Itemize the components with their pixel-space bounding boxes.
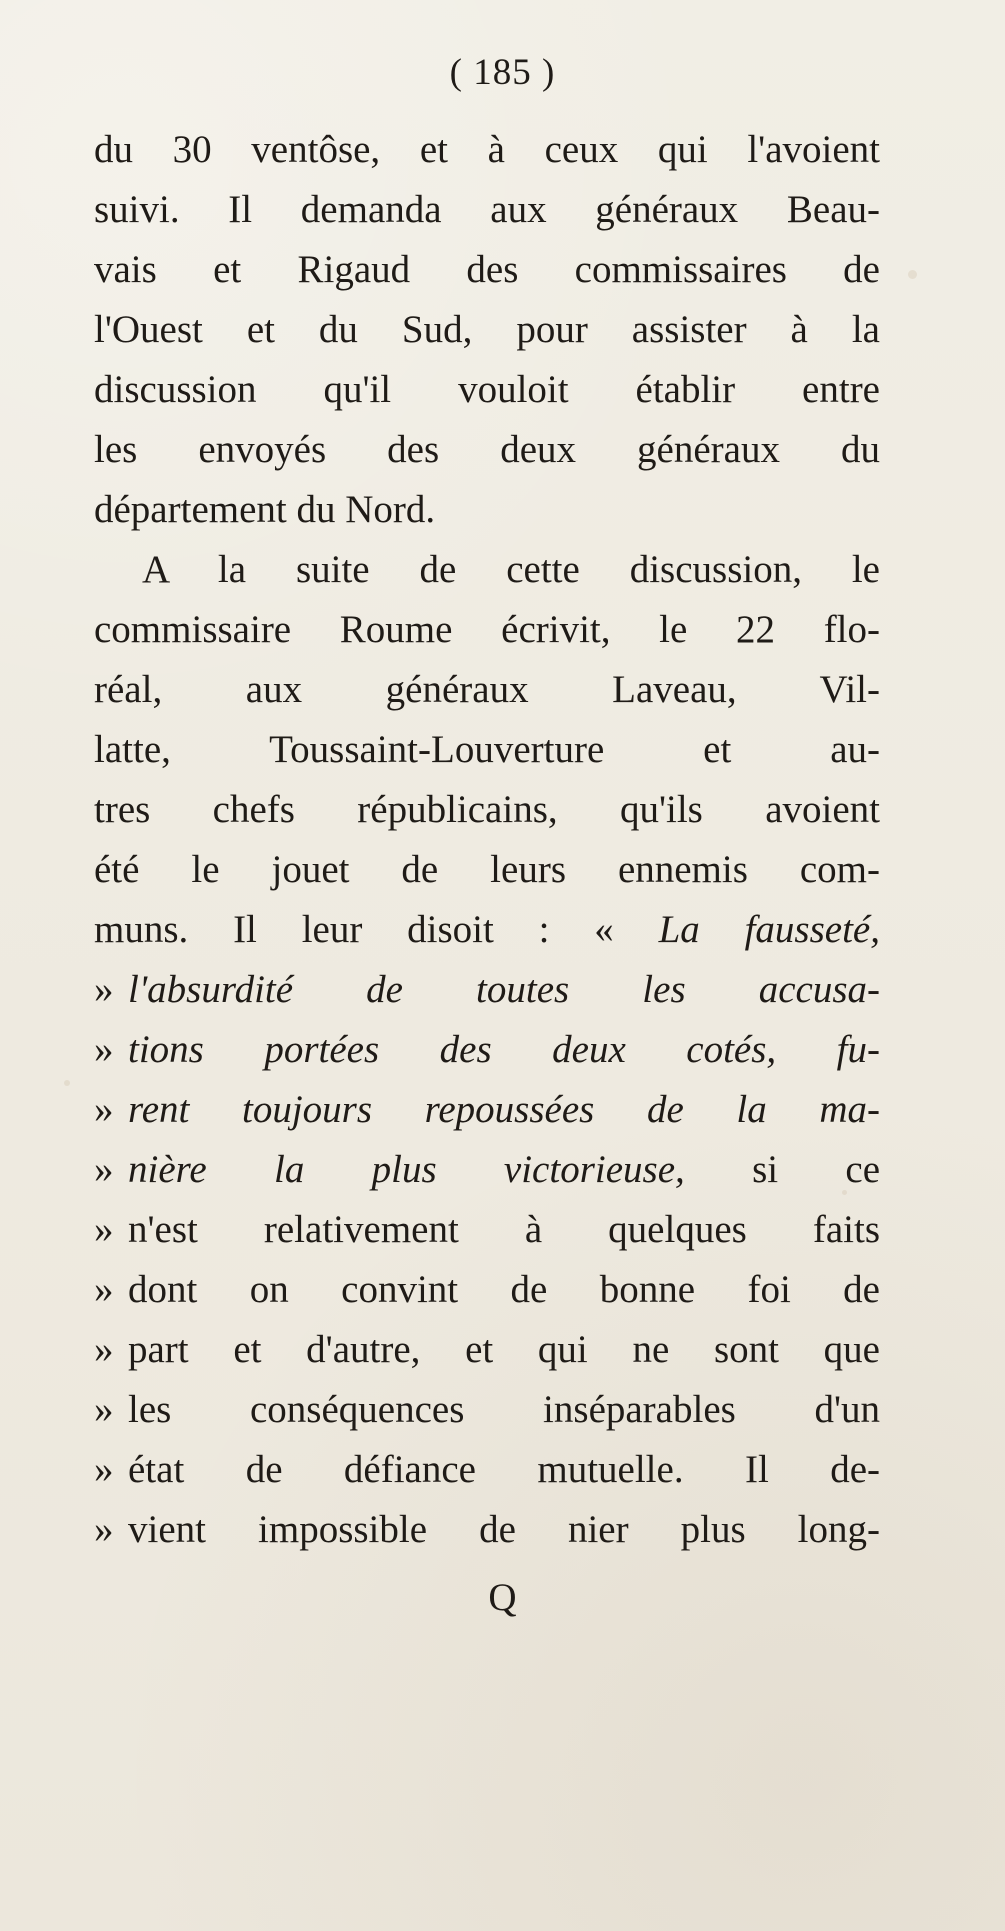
text-line: latte, Toussaint-Louverture et au- [94, 728, 880, 771]
text-line: commissaire Roume écrivit, le 22 flo- [94, 608, 880, 651]
text-line: discussion qu'il vouloit établir entre [94, 368, 880, 411]
text-line: l'Ouest et du Sud, pour assister à la [94, 308, 880, 351]
quote-mark: » [94, 1268, 114, 1311]
quoted-italic-line [94, 960, 880, 1020]
quoted-line [94, 1500, 880, 1560]
text-line: vais et Rigaud des commissaires de [94, 248, 880, 291]
quote-mark: » [94, 968, 114, 1011]
quoted-line [94, 1260, 880, 1320]
quoted-mixed-line [94, 1140, 880, 1200]
quote-mark: » [94, 1328, 114, 1371]
text-segment: si ce [752, 1148, 881, 1191]
text-segment: état de défiance mutuelle. Il de- [128, 1448, 880, 1491]
text-line [94, 900, 880, 960]
text-line: suivi. Il demanda aux généraux Beau- [94, 188, 880, 231]
quote-mark: » [94, 1028, 114, 1071]
text-segment: dont on convint de bonne foi de [128, 1268, 880, 1311]
text-segment: muns. Il leur disoit : « [94, 908, 614, 951]
text-line: département du Nord. [94, 488, 436, 531]
quote-mark: » [94, 1508, 114, 1551]
quoted-line [94, 1320, 880, 1380]
text-line: les envoyés des deux généraux du [94, 428, 880, 471]
italic-text-segment: tions portées des deux cotés, fu- [128, 1028, 880, 1071]
quote-mark: » [94, 1208, 114, 1251]
italic-text-segment: nière la plus victorieuse, [128, 1148, 685, 1191]
italic-text-segment: rent toujours repoussées de la ma- [128, 1088, 880, 1131]
paper-spot [908, 270, 917, 279]
quote-mark: » [94, 1388, 114, 1431]
italic-text-segment: La fausseté, [658, 908, 880, 951]
quoted-italic-line [94, 1080, 880, 1140]
signature-mark: Q [488, 1576, 517, 1619]
text-segment: les conséquences inséparables d'un [128, 1388, 880, 1431]
quoted-line [94, 1380, 880, 1440]
text-line: du 30 ventôse, et à ceux qui l'avoient [94, 128, 880, 171]
text-segment: part et d'autre, et qui ne sont que [128, 1328, 880, 1371]
page-number-header: ( 185 ) [449, 52, 556, 93]
page-text [94, 120, 880, 1560]
paragraph-start-line: A la suite de cette discussion, le [142, 548, 880, 591]
italic-text-segment: l'absurdité de toutes les accusa- [128, 968, 880, 1011]
quote-mark: » [94, 1448, 114, 1491]
quoted-line [94, 1440, 880, 1500]
paper-spot [64, 1080, 70, 1086]
text-line: été le jouet de leurs ennemis com- [94, 848, 880, 891]
quote-mark: » [94, 1148, 114, 1191]
text-line: tres chefs républicains, qu'ils avoient [94, 788, 880, 831]
quoted-line [94, 1200, 880, 1260]
quoted-italic-line [94, 1020, 880, 1080]
text-segment: vient impossible de nier plus long- [128, 1508, 880, 1551]
text-line: réal, aux généraux Laveau, Vil- [94, 668, 880, 711]
text-segment: n'est relativement à quelques faits [128, 1208, 880, 1251]
quote-mark: » [94, 1088, 114, 1131]
